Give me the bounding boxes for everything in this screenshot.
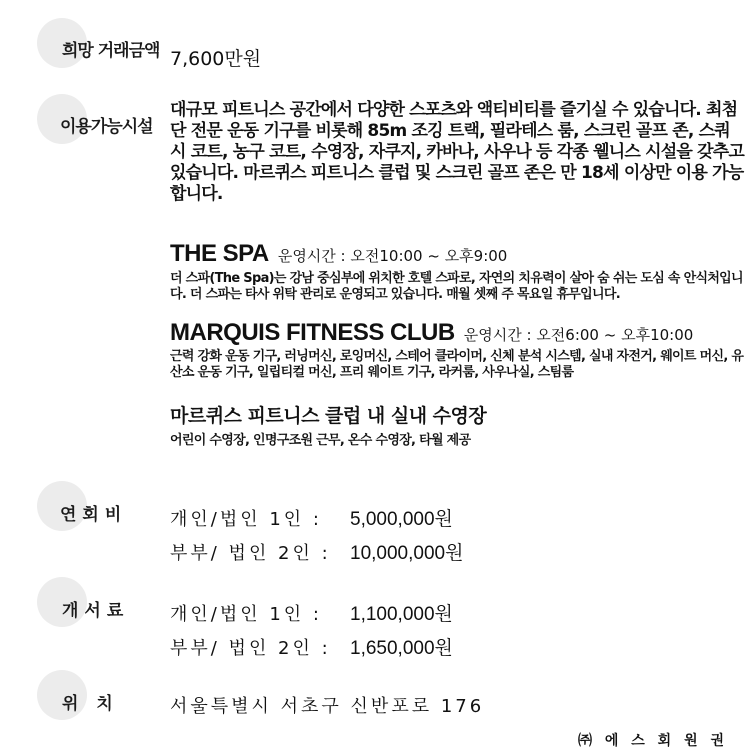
price-label: 희망 거래금액 <box>62 41 160 61</box>
opening-fee-row <box>170 599 453 626</box>
price-value: 7,600만원 <box>170 48 262 70</box>
location-label: 위 치 <box>62 694 119 714</box>
spa-description: 더 스파(The Spa)는 강남 중심부에 위치한 호텔 스파로, 자연의 치유력이 살아 숨 쉬는 도심 속 안식처입니다. 더 스파는 타사 위탁 관리로 운영되고 있습니다. 매월 셋째 주 목요일 휴무입니다. <box>170 271 743 302</box>
annual-fee-row-type: 개인/법인 1인 : <box>170 509 322 530</box>
spa-hours: 운영시간 : 오전10:00 ~ 오후9:00 <box>277 247 508 265</box>
fitness-heading <box>170 319 693 347</box>
spa-name: THE SPA <box>170 240 269 267</box>
opening-fee-row-amount: 1,650,000원 <box>350 638 453 659</box>
opening-fee-row <box>170 633 453 660</box>
facilities-description: 대규모 피트니스 공간에서 다양한 스포츠와 액티비티를 즐기실 수 있습니다. 최첨단 전문 운동 기구를 비롯해 85m 조깅 트랙, 필라테스 룸, 스크린 골프 존, 스쿼시 코트, 농구 코트, 수영장, 자쿠지, 카바나, 사우나 등 각종 웰니스 시설을 갖추고 있습니다. 마르퀴스 피트니스 클럽 및 스크린 골프 존은 만 18세 이상만 이용 가능합니다. <box>170 100 744 204</box>
annual-fee-label: 연회비 <box>60 505 128 525</box>
facilities-label: 이용가능시설 <box>60 117 153 137</box>
annual-fee-row <box>170 538 463 565</box>
annual-fee-row-amount: 10,000,000원 <box>350 543 464 564</box>
opening-fee-row-type: 부부/ 법인 2인 : <box>170 638 331 659</box>
fitness-hours: 운영시간 : 오전6:00 ~ 오후10:00 <box>463 326 694 344</box>
opening-fee-row-amount: 1,100,000원 <box>350 604 453 625</box>
location-address: 서울특별시 서초구 신반포로 176 <box>170 696 485 717</box>
opening-fee-row-type: 개인/법인 1인 : <box>170 604 322 625</box>
fitness-name: MARQUIS FITNESS CLUB <box>170 319 455 346</box>
opening-fee-label: 개서료 <box>62 601 130 621</box>
company-footer: ㈜ 에 스 회 원 권 <box>578 733 728 749</box>
annual-fee-row <box>170 504 453 531</box>
annual-fee-row-amount: 5,000,000원 <box>350 509 453 530</box>
pool-title: 마르퀴스 피트니스 클럽 내 실내 수영장 <box>170 405 487 427</box>
fitness-description: 근력 강화 운동 기구, 러닝머신, 로잉머신, 스테어 클라이머, 신체 분석 시스템, 실내 자전거, 웨이트 머신, 유산소 운동 기구, 일립티컬 머신, 프리 웨이트 기구, 라커룸, 사우나실, 스팀룸 <box>170 349 744 380</box>
spa-heading <box>170 240 507 268</box>
annual-fee-row-type: 부부/ 법인 2인 : <box>170 543 331 564</box>
pool-description: 어린이 수영장, 인명구조원 근무, 온수 수영장, 타월 제공 <box>170 433 471 448</box>
